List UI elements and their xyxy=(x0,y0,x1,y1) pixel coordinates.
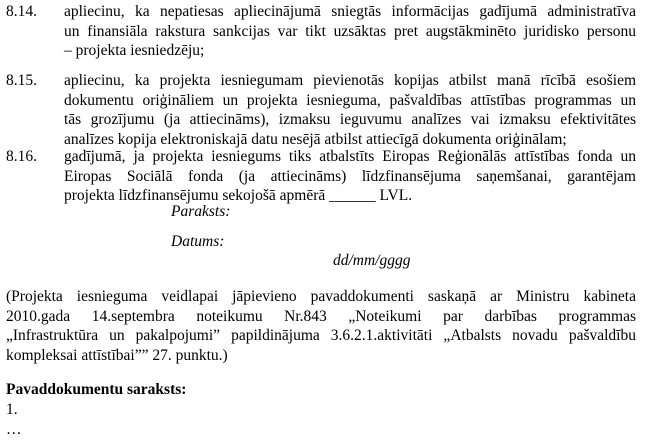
item-line: tās grozījumu (ja attiecināms), izmaksu ieguvumu analīzes vai izmaksu efektivitātes xyxy=(64,111,636,128)
item-line: projekta līdzfinansējumu sekojošā apmērā ______ LVL. xyxy=(64,187,413,204)
attachments-heading: Pavaddokumentu saraksts: xyxy=(6,381,187,398)
item-line: gadījumā, ja projekta iesniegums tiks atbalstīts Eiropas Reģionālās attīstības fonda un xyxy=(64,148,636,165)
declaration-item-8-14 xyxy=(6,2,636,61)
item-line: analīzes kopija elektroniskajā datu nesējā atbilst attiecīgā dokumenta oriģinālam; xyxy=(64,130,567,148)
item-line: un finansiāla rakstura sankcijas var tikt uzsāktas pret augstākminēto juridisko personu xyxy=(64,22,636,40)
date-label: Datums: xyxy=(171,233,225,250)
attachment-item: … xyxy=(6,421,22,438)
item-line: – projekta iesniedzēju; xyxy=(64,42,205,59)
note-line: „Infrastruktūra un pakalpojumi” papildinājuma 3.6.2.1.aktivitāti „Atbalsts novadu pašvaldību xyxy=(6,327,636,344)
item-line: Eiropas Sociālā fonda (ja attiecināms) līdzfinansējuma saņemšanai, garantējam xyxy=(64,167,636,185)
declaration-item-8-15 xyxy=(6,71,636,149)
item-text xyxy=(64,2,636,61)
item-line: apliecinu, ka nepatiesas apliecinājumā sniegtās informācijas gadījumā administratīva xyxy=(64,3,636,20)
note-line: 2010.gada 14.septembra noteikumu Nr.843 „Noteikumi par darbības programmas xyxy=(6,307,636,325)
declaration-item-8-16 xyxy=(6,147,636,206)
item-number: 8.14. xyxy=(6,3,37,20)
signature-label: Paraksts: xyxy=(171,203,231,220)
attachment-note xyxy=(6,287,636,365)
item-text xyxy=(64,71,636,149)
note-line: (Projekta iesnieguma veidlapai jāpievieno pavaddokumenti saskaņā ar Ministru kabineta xyxy=(6,288,636,305)
date-format: dd/mm/gggg xyxy=(333,252,411,269)
item-number: 8.15. xyxy=(6,72,37,89)
item-line: apliecinu, ka projekta iesniegumam pievienotās kopijas atbilst manā rīcībā esošiem xyxy=(64,72,636,89)
item-line: dokumentu oriģināliem un projekta iesnieguma, pašvaldības attīstības programmas un xyxy=(64,91,636,109)
item-text xyxy=(64,147,636,206)
attachment-item: 1. xyxy=(6,401,18,418)
item-number: 8.16. xyxy=(6,148,37,165)
note-line: kompleksai attīstībai”” 27. punktu.) xyxy=(6,346,228,364)
